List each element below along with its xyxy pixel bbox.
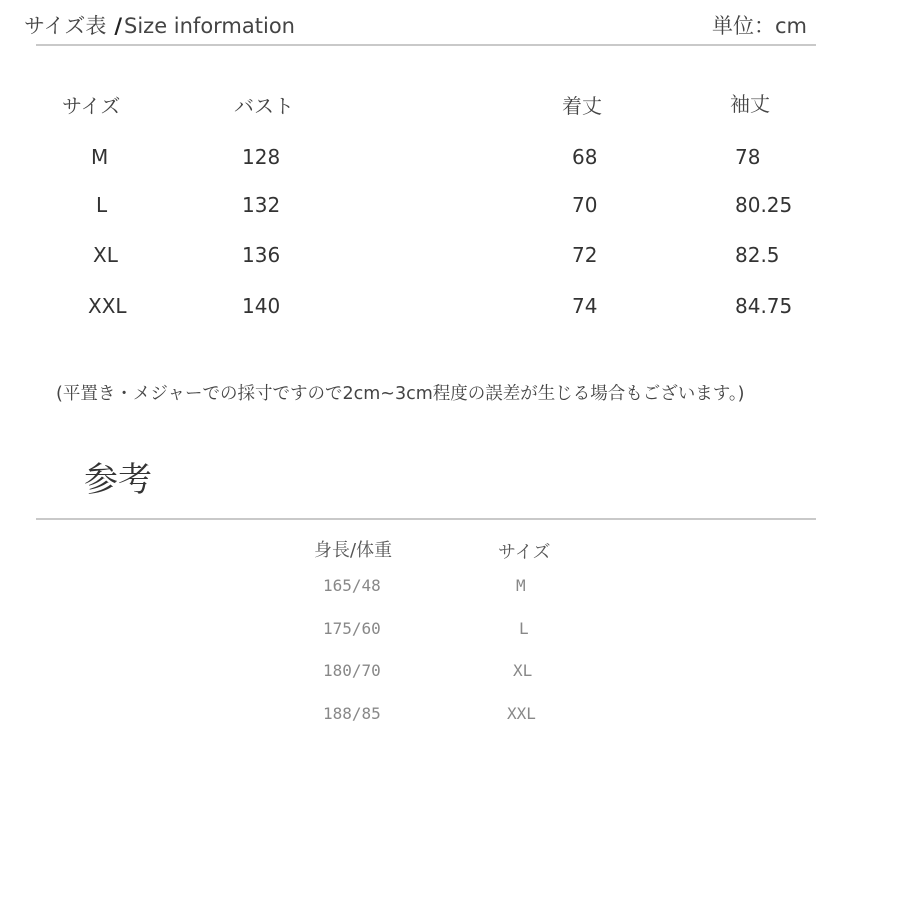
ref-header-size: サイズ	[498, 542, 551, 563]
cell-length: 74	[572, 294, 598, 318]
ref-cell-size: M	[516, 576, 526, 595]
measurement-note: (平置き・メジャーでの採寸ですので2cm~3cm程度の誤差が生じる場合もございます。)	[56, 384, 745, 404]
col-header-bust: バスト	[234, 94, 294, 118]
cell-size: XL	[93, 243, 118, 267]
header-divider	[36, 44, 816, 46]
ref-cell-size: XXL	[507, 704, 536, 723]
cell-bust: 136	[242, 243, 281, 267]
cell-bust: 140	[242, 294, 281, 318]
cell-sleeve: 84.75	[735, 294, 793, 318]
ref-cell-height-weight: 175/60	[323, 619, 381, 638]
ref-cell-size: L	[519, 619, 529, 638]
size-chart-title	[24, 10, 295, 40]
cell-sleeve: 80.25	[735, 193, 793, 217]
ref-header-height-weight: 身長/体重	[314, 540, 393, 561]
ref-cell-height-weight: 188/85	[323, 704, 381, 723]
cell-sleeve: 82.5	[735, 243, 780, 267]
col-header-size: サイズ	[62, 94, 121, 118]
ref-cell-height-weight: 165/48	[323, 576, 381, 595]
title-japanese: サイズ表	[24, 14, 107, 38]
reference-divider	[36, 518, 816, 520]
cell-length: 72	[572, 243, 598, 267]
cell-size: M	[91, 145, 109, 169]
ref-cell-height-weight: 180/70	[323, 661, 381, 680]
reference-title: 参考	[84, 460, 152, 500]
cell-bust: 132	[242, 193, 281, 217]
ref-cell-size: XL	[513, 661, 533, 680]
cell-sleeve: 78	[735, 145, 761, 169]
col-header-sleeve: 袖丈	[730, 92, 770, 116]
unit-label: 単位：cm	[712, 14, 808, 38]
cell-size: XXL	[88, 294, 127, 318]
title-english: Size information	[124, 14, 295, 38]
cell-length: 70	[572, 193, 598, 217]
col-header-length: 着丈	[562, 94, 602, 118]
cell-size: L	[96, 193, 108, 217]
cell-length: 68	[572, 145, 598, 169]
title-slash: /	[114, 14, 122, 38]
cell-bust: 128	[242, 145, 281, 169]
